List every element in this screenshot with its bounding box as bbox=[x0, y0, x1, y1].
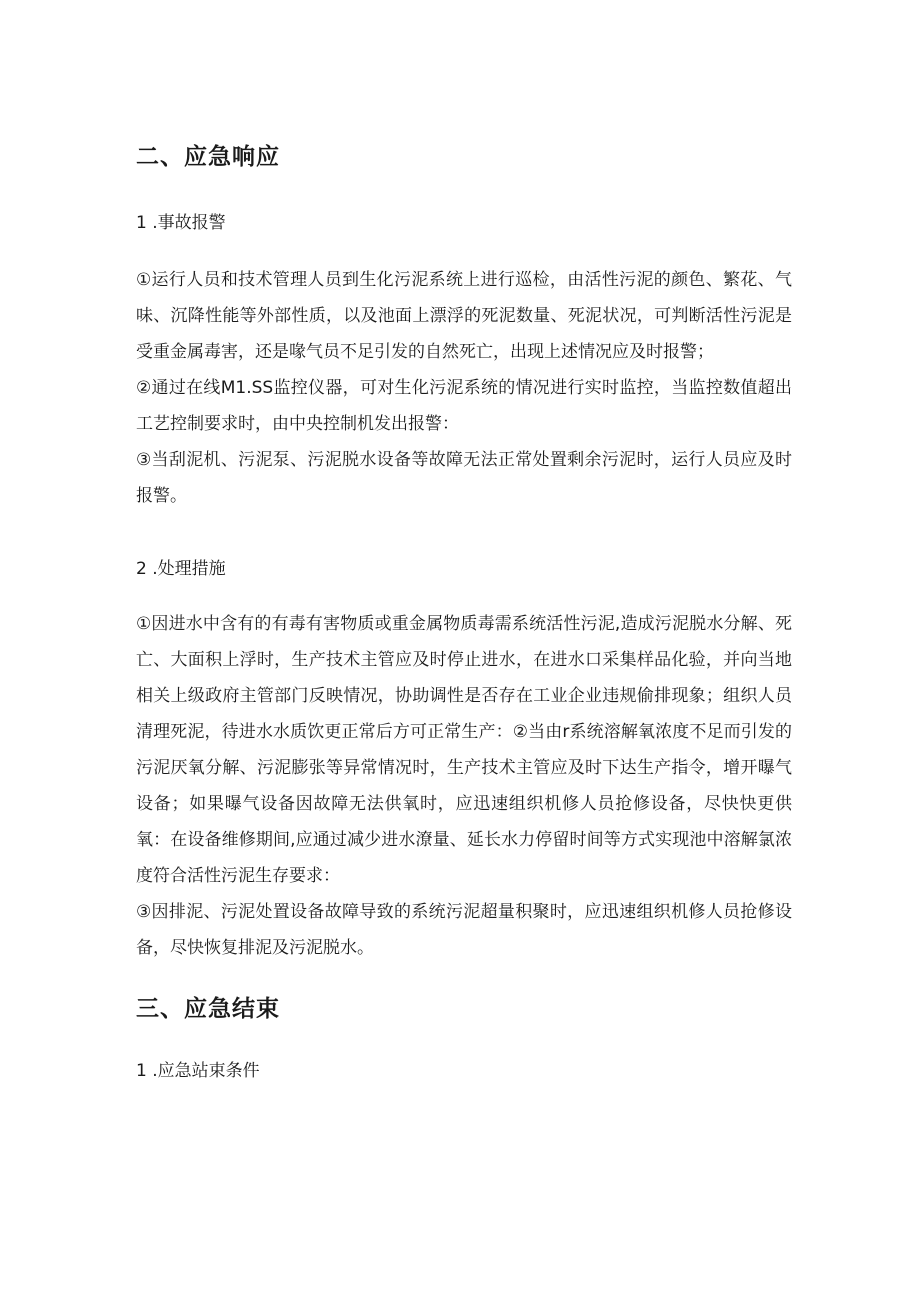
subsection-title-accident-alarm: 1 .事故报警 bbox=[136, 213, 226, 233]
paragraph-alarm-1: ①运行人员和技术管理人员到生化污泥系统上进行巡检，由活性污泥的颜色、繁花、气味、沉降性能等外部性质，以及池面上漂浮的死泥数量、死泥状况，可判断活性污泥是受重金属毒害，还是喙气员不足引发的自然死亡，出现上述情况应及时报警； bbox=[136, 270, 792, 362]
paragraph-measures-2: ③因排泥、污泥处置设备故障导致的系统污泥超量积聚时，应迅速组织机修人员抢修设备，尽快恢复排泥及污泥脱水。 bbox=[136, 902, 792, 958]
paragraph-alarm-3: ③当刮泥机、污泥泵、污泥脱水设备等故障无法正常处置剩余污泥时，运行人员应及时报警。 bbox=[136, 450, 792, 506]
subsection-title-treatment-measures: 2 .处理措施 bbox=[136, 559, 226, 579]
section-heading-emergency-end: 三、应急结束 bbox=[136, 996, 280, 1022]
paragraph-alarm-2: ②通过在线M1.SS监控仪器，可对生化污泥系统的情况进行实时监控，当监控数值超出工艺控制要求时，由中央控制机发出报警： bbox=[136, 378, 792, 434]
subsection-title-end-conditions: 1 .应急站束条件 bbox=[136, 1061, 260, 1081]
paragraph-measures-1: ①因进水中含有的有毒有害物质或重金属物质毒需系统活性污泥,造成污泥脱水分解、死亡、大面积上浮时，生产技术主管应及时停止进水，在进水口采集样品化验，并向当地相关上级政府主管部门反映情况，协助调性是否存在工业企业违规偷排现象；组织人员清理死泥，待进水水质饮更正常后方可正常生产：②当由r系统溶解氧浓度不足而引发的污泥厌氧分解、污泥膨张等异常情况时，生产技术主管应及时下达生产指令，增开曝气设备；如果曝气设备因故障无法供氧时，应迅速组织机修人员抢修设备，尽快快更供氧：在设备维修期间,应通过减少进水潦量、延长水力停留时间等方式实现池中溶解氯浓度符合活性污泥生存要求： bbox=[136, 614, 792, 886]
section-heading-emergency-response: 二、应急响应 bbox=[136, 144, 280, 170]
